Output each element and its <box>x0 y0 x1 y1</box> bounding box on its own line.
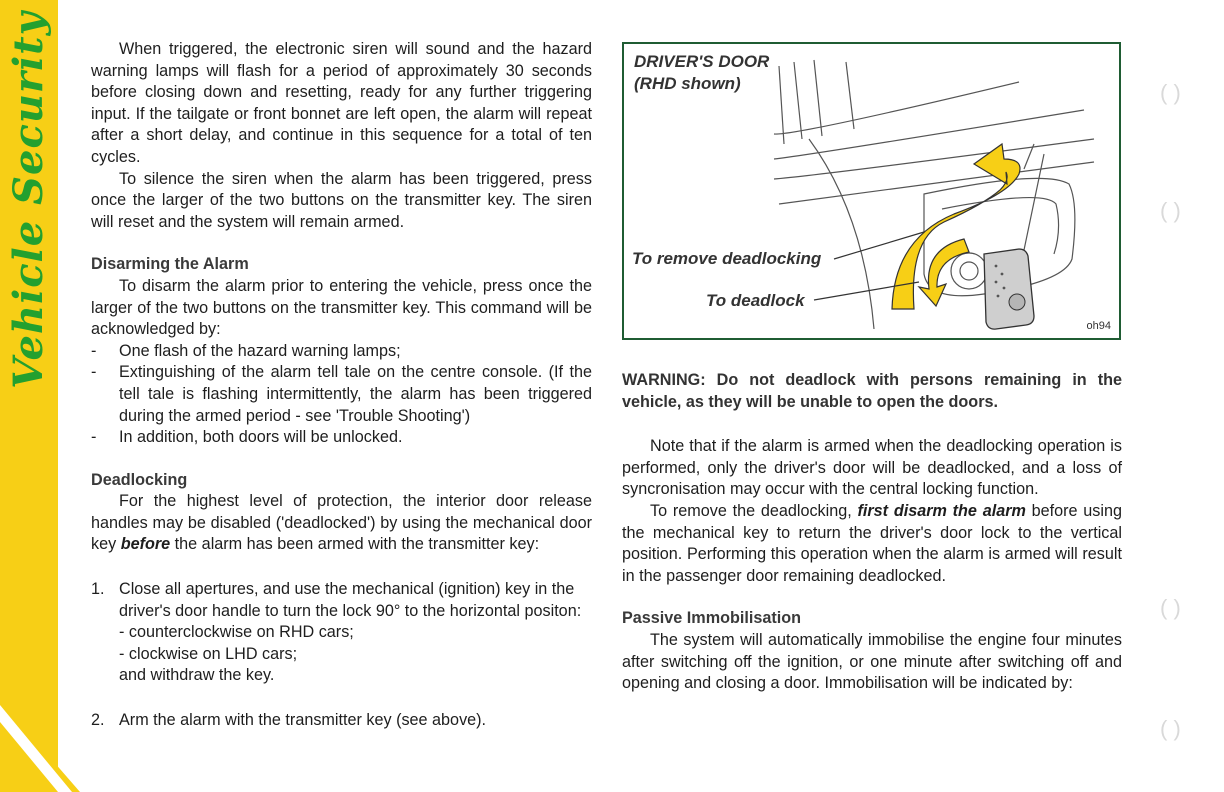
key-icon <box>984 249 1034 329</box>
warning-text: WARNING: Do not deadlock with persons remaining in the vehicle, as they will be unable to open the doors. <box>622 371 1122 411</box>
list-item: - Extinguishing of the alarm tell tale on the centre console. (If the tell tale is flashing intermittently, the alarm has been triggered during the armed period - see 'Trouble Shooting') <box>91 362 592 427</box>
passive-immobilisation-heading: Passive Immobilisation <box>622 609 802 628</box>
disarming-list <box>91 341 592 449</box>
list-item: - In addition, both doors will be unlocked. <box>91 427 592 449</box>
margin-mark: ( ) <box>1160 595 1181 620</box>
disarming-heading: Disarming the Alarm <box>91 255 249 274</box>
passive-paragraph: The system will automatically immobilise the engine four minutes after switching off the ignition, or one minute after switching off and opening and closing a door. Immobilisation will be indicated by: <box>622 630 1122 693</box>
left-column <box>91 39 592 732</box>
margin-mark: ( ) <box>1160 80 1181 105</box>
margin-mark: ( ) <box>1160 716 1181 741</box>
step-item: 1. Close all apertures, and use the mechanical (ignition) key in the driver's door handle to turn the lock 90° to the horizontal positon: - counterclockwise on RHD cars; - clockwise on LHD cars; and withdraw the key. <box>91 580 582 685</box>
figure-title: DRIVER'S DOOR (RHD shown) <box>634 52 770 93</box>
intro-paragraph-2: To silence the siren when the alarm has been triggered, press once the larger of the two buttons on the transmitter key. The siren will reset and the system will remain armed. <box>91 169 592 231</box>
step-item: 2. Arm the alarm with the transmitter key (see above). <box>91 711 487 730</box>
deadlocking-steps <box>91 579 592 732</box>
disarming-paragraph: To disarm the alarm prior to entering the vehicle, press once the larger of the two buttons on the transmitter key. This command will be acknowledged by: <box>91 276 592 339</box>
list-item: - One flash of the hazard warning lamps; <box>91 341 592 363</box>
label-deadlock: To deadlock <box>706 291 805 310</box>
deadlocking-heading: Deadlocking <box>91 470 188 489</box>
right-column <box>622 370 1122 695</box>
note-paragraph: Note that if the alarm is armed when the deadlocking operation is performed, only the driver's door will be deadlocked, and a loss of syncronisation may occur with the central locking function. <box>622 437 1122 499</box>
figure-code: oh94 <box>1086 320 1111 332</box>
label-remove-deadlocking: To remove deadlocking <box>632 249 822 268</box>
emphasis-first-disarm: first disarm the alarm <box>857 501 1026 520</box>
door-deadlock-figure <box>622 42 1121 340</box>
section-tab: Vehicle Security <box>0 0 58 792</box>
remove-deadlock-paragraph: To remove the deadlocking, first disarm the alarm before using the mechanical key to return the driver's door lock to the vertical position. Performing this operation when the alarm is armed will result in the passenger door remaining deadlocked. <box>622 501 1122 585</box>
emphasis-before: before <box>120 535 171 554</box>
deadlocking-paragraph: For the highest level of protection, the interior door release handles may be disabled ('deadlocked') by using the mechanical door key before the alarm has been armed with the transmitter key: <box>91 492 592 554</box>
margin-mark: ( ) <box>1160 198 1181 223</box>
intro-paragraph-1: When triggered, the electronic siren will sound and the hazard warning lamps will flash for a period of approximately 30 seconds before closing down and resetting, ready for any further triggering input. If the tailgate or front bonnet are left open, the alarm will repeat after a short delay, and continue in this sequence for a total of ten cycles. <box>91 40 592 166</box>
